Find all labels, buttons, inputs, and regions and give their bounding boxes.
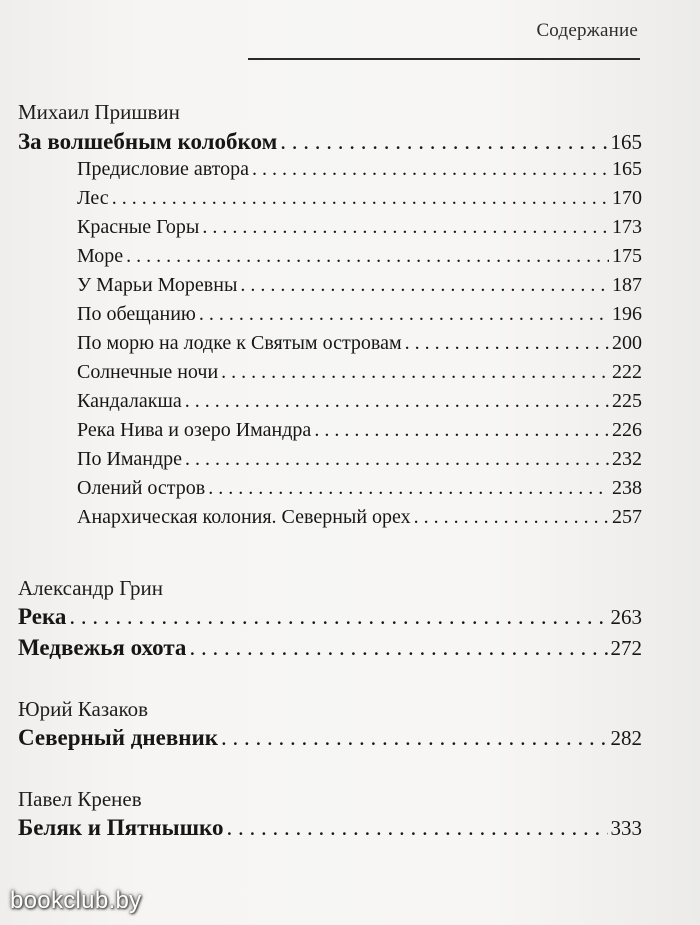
dot-leader <box>252 158 609 181</box>
toc-entry-work[interactable] <box>18 604 642 630</box>
toc-entry-chapter[interactable] <box>77 274 642 297</box>
toc-entry-chapter[interactable] <box>77 303 642 326</box>
chapter-title: У Марьи Моревны <box>77 274 238 296</box>
dot-leader <box>202 216 609 239</box>
page-number: 232 <box>612 448 642 470</box>
toc-entry-chapter[interactable] <box>77 158 642 181</box>
page-number: 200 <box>612 332 642 354</box>
toc-entry-chapter[interactable] <box>77 361 642 384</box>
dot-leader <box>314 419 609 442</box>
toc-entry-work[interactable] <box>18 129 642 155</box>
dot-leader <box>414 506 609 529</box>
chapter-title: Лес <box>77 187 109 209</box>
dot-leader <box>126 245 609 268</box>
toc-entry-chapter[interactable] <box>77 390 642 413</box>
chapter-title: Море <box>77 245 124 267</box>
dot-leader <box>221 725 607 751</box>
work-title: Медвежья охота <box>18 635 187 660</box>
work-title: За волшебным колобком <box>18 129 278 154</box>
page-number: 272 <box>610 636 642 660</box>
chapter-title: По Имандре <box>77 448 183 470</box>
chapter-title: Солнечные ночи <box>77 361 219 383</box>
dot-leader <box>185 448 609 471</box>
page-number: 170 <box>612 187 642 209</box>
site-watermark: bookclub.by <box>10 887 142 914</box>
page-number: 165 <box>612 158 642 180</box>
work-title: Река <box>18 604 67 629</box>
page-number: 263 <box>610 605 642 629</box>
author-name: Павел Кренев <box>18 787 142 811</box>
chapter-title: Река Нива и озеро Имандра <box>77 419 312 441</box>
page-number: 333 <box>610 816 642 840</box>
page-number: 196 <box>612 303 642 325</box>
dot-leader <box>185 390 609 413</box>
page-number: 175 <box>612 245 642 267</box>
dot-leader <box>240 274 609 297</box>
page-number: 226 <box>612 419 642 441</box>
dot-leader <box>199 303 609 326</box>
page-number: 282 <box>610 726 642 750</box>
page-number: 257 <box>612 506 642 528</box>
toc-entry-chapter[interactable] <box>77 477 642 500</box>
chapter-title: Кандалакша <box>77 390 182 412</box>
author-name: Юрий Казаков <box>18 697 149 721</box>
author-name: Михаил Пришвин <box>18 100 180 124</box>
toc-entry-work[interactable] <box>18 725 642 751</box>
page-number: 225 <box>612 390 642 412</box>
chapter-title: Предисловие автора <box>77 158 249 180</box>
toc-entry-chapter[interactable] <box>77 419 642 442</box>
toc-entry-chapter[interactable] <box>77 506 642 529</box>
toc-entry-chapter[interactable] <box>77 332 642 355</box>
page-number: 165 <box>610 130 642 154</box>
dot-leader <box>189 635 607 661</box>
work-title: Беляк и Пятнышко <box>18 815 224 840</box>
dot-leader <box>112 187 609 210</box>
toc-entry-chapter[interactable] <box>77 448 642 471</box>
running-head: Содержание <box>536 20 638 41</box>
toc-entry-chapter[interactable] <box>77 245 642 268</box>
work-title: Северный дневник <box>18 725 219 750</box>
page-number: 187 <box>612 274 642 296</box>
toc-entry-work[interactable] <box>18 815 642 841</box>
dot-leader <box>280 129 607 155</box>
chapter-title: По морю на лодке к Святым островам <box>77 332 402 354</box>
page-number: 173 <box>612 216 642 238</box>
toc-entry-chapter[interactable] <box>77 216 642 239</box>
chapter-title: Красные Горы <box>77 216 200 238</box>
toc-entry-work[interactable] <box>18 635 642 661</box>
page-number: 238 <box>612 477 642 499</box>
dot-leader <box>226 815 607 841</box>
dot-leader <box>208 477 609 500</box>
chapter-title: Олений остров <box>77 477 206 499</box>
dot-leader <box>405 332 609 355</box>
dot-leader <box>69 604 607 630</box>
dot-leader <box>221 361 609 384</box>
chapter-title: По обещанию <box>77 303 196 325</box>
chapter-title: Анархическая колония. Северный орех <box>77 506 411 528</box>
page-number: 222 <box>612 361 642 383</box>
author-name: Александр Грин <box>18 576 164 600</box>
toc-entry-chapter[interactable] <box>77 187 642 210</box>
